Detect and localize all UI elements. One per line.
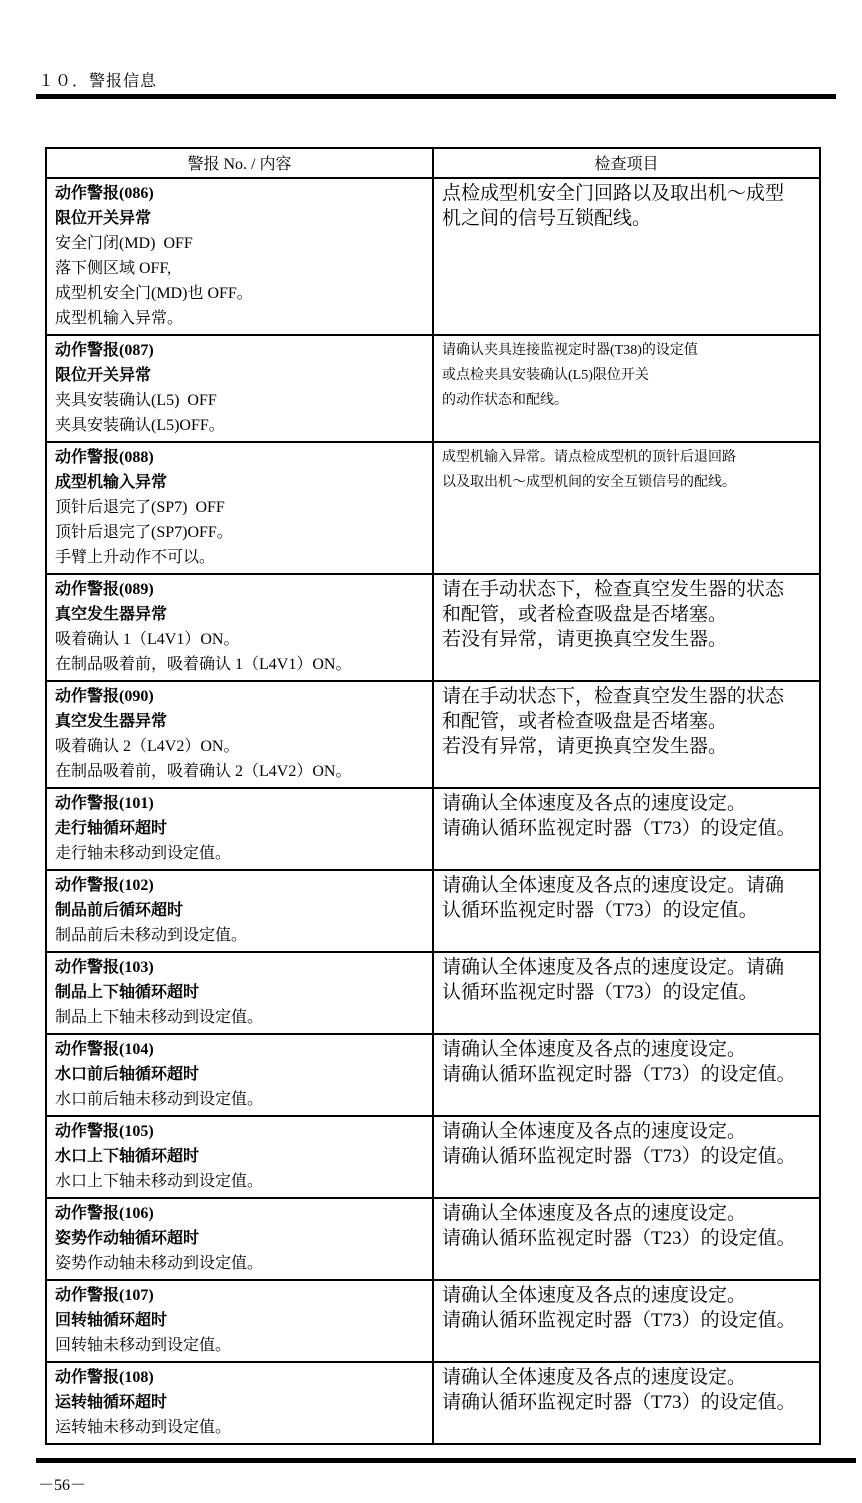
check-line: 机之间的信号互锁配线。: [442, 208, 652, 229]
check-cell: [433, 681, 820, 788]
check-cell: [433, 1034, 820, 1116]
column-header-check: 检查项目: [433, 148, 820, 178]
check-line: 请确认全体速度及各点的速度设定。请确: [442, 875, 785, 896]
alarm-line: 吸着确认 2（L4V2）ON。: [55, 738, 240, 755]
alarm-cell: [46, 1116, 433, 1198]
alarm-line: 制品前后循环超时: [55, 902, 184, 919]
alarm-line: 回转轴循环超时: [55, 1312, 168, 1329]
alarm-line: 动作警报(108): [55, 1369, 154, 1386]
alarm-line: 水口前后轴循环超时: [55, 1066, 200, 1083]
check-line: 请确认全体速度及各点的速度设定。: [442, 1367, 747, 1388]
alarm-line: 手臂上升动作不可以。: [55, 549, 216, 566]
alarm-line: 动作警报(106): [55, 1205, 154, 1222]
alarm-line: 顶针后退完了(SP7)OFF。: [55, 524, 233, 541]
check-line: 请确认全体速度及各点的速度设定。: [442, 1121, 747, 1142]
table-row: [46, 442, 820, 574]
alarm-cell: [46, 870, 433, 952]
table-row: [46, 681, 820, 788]
check-line: 请确认循环监视定时器（T73）的设定值。: [442, 1064, 796, 1085]
alarm-line: 动作警报(101): [55, 795, 154, 812]
check-cell: [433, 178, 820, 335]
table-row: [46, 1280, 820, 1362]
alarm-line: 动作警报(090): [55, 688, 154, 705]
check-line: 和配管，或者检查吸盘是否堵塞。: [442, 604, 728, 625]
alarm-line: 制品上下轴循环超时: [55, 984, 200, 1001]
alarm-line: 姿势作动轴循环超时: [55, 1230, 200, 1247]
alarm-cell: [46, 178, 433, 335]
alarm-line: 动作警报(087): [55, 342, 154, 359]
check-cell: [433, 442, 820, 574]
alarm-line: 制品前后未移动到设定值。: [55, 927, 248, 944]
alarm-cell: [46, 1198, 433, 1280]
check-cell: [433, 870, 820, 952]
alarm-line: 水口前后轴未移动到设定值。: [55, 1091, 264, 1108]
alarm-cell: [46, 1280, 433, 1362]
table-row: [46, 1034, 820, 1116]
check-line: 请确认全体速度及各点的速度设定。: [442, 1285, 747, 1306]
alarm-cell: [46, 952, 433, 1034]
table-row: [46, 870, 820, 952]
table-row: [46, 574, 820, 681]
page-number: －56－: [38, 1477, 87, 1494]
check-line: 以及取出机～成型机间的安全互锁信号的配线。: [442, 475, 736, 490]
table-row: [46, 1198, 820, 1280]
check-line: 认循环监视定时器（T73）的设定值。: [442, 900, 758, 921]
check-line: 请确认循环监视定时器（T73）的设定值。: [442, 1146, 796, 1167]
alarm-line: 水口上下轴未移动到设定值。: [55, 1173, 264, 1190]
alarm-cell: [46, 681, 433, 788]
check-line: 认循环监视定时器（T73）的设定值。: [442, 982, 758, 1003]
check-line: 请确认循环监视定时器（T23）的设定值。: [442, 1228, 796, 1249]
alarm-line: 回转轴未移动到设定值。: [55, 1337, 232, 1354]
table-row: [46, 178, 820, 335]
alarm-line: 在制品吸着前，吸着确认 1（L4V1）ON。: [55, 656, 352, 673]
check-line: 和配管，或者检查吸盘是否堵塞。: [442, 711, 728, 732]
alarm-line: 吸着确认 1（L4V1）ON。: [55, 631, 240, 648]
header-rule: [36, 94, 836, 99]
check-line: 的动作状态和配线。: [442, 393, 568, 408]
check-line: 成型机输入异常。请点检成型机的顶针后退回路: [442, 450, 736, 465]
check-line: 请确认循环监视定时器（T73）的设定值。: [442, 1310, 796, 1331]
check-cell: [433, 1198, 820, 1280]
alarm-line: 运转轴循环超时: [55, 1394, 168, 1411]
check-line: 请确认全体速度及各点的速度设定。请确: [442, 957, 785, 978]
alarm-line: 动作警报(103): [55, 959, 154, 976]
check-cell: [433, 1116, 820, 1198]
alarm-line: 动作警报(104): [55, 1041, 154, 1058]
check-line: 请确认循环监视定时器（T73）的设定值。: [442, 818, 796, 839]
alarm-line: 顶针后退完了(SP7) OFF: [55, 499, 225, 516]
alarm-line: 走行轴未移动到设定值。: [55, 845, 232, 862]
check-line: 请在手动状态下，检查真空发生器的状态: [442, 579, 785, 600]
table-row: [46, 952, 820, 1034]
check-line: 请确认夹具连接监视定时器(T38)的设定值: [442, 343, 698, 358]
check-line: 若没有异常，请更换真空发生器。: [442, 736, 728, 757]
alarm-line: 动作警报(105): [55, 1123, 154, 1140]
alarm-line: 走行轴循环超时: [55, 820, 168, 837]
section-title: １０．警报信息: [38, 73, 158, 90]
alarm-line: 限位开关异常: [55, 210, 152, 227]
alarm-line: 在制品吸着前，吸着确认 2（L4V2）ON。: [55, 763, 352, 780]
alarm-line: 成型机输入异常。: [55, 310, 184, 327]
alarm-line: 动作警报(086): [55, 185, 154, 202]
alarm-line: 真空发生器异常: [55, 606, 168, 623]
alarm-line: 成型机输入异常: [55, 474, 168, 491]
check-cell: [433, 788, 820, 870]
alarm-line: 夹具安装确认(L5) OFF: [55, 392, 217, 409]
alarm-cell: [46, 335, 433, 442]
alarm-cell: [46, 574, 433, 681]
check-cell: [433, 335, 820, 442]
check-line: 若没有异常，请更换真空发生器。: [442, 629, 728, 650]
alarm-cell: [46, 442, 433, 574]
alarm-table-body: [46, 178, 820, 1444]
alarm-line: 动作警报(088): [55, 449, 154, 466]
alarm-line: 动作警报(102): [55, 877, 154, 894]
alarm-cell: [46, 1362, 433, 1444]
check-line: 请在手动状态下，检查真空发生器的状态: [442, 686, 785, 707]
alarm-line: 运转轴未移动到设定值。: [55, 1419, 232, 1436]
table-row: [46, 335, 820, 442]
check-line: 点检成型机安全门回路以及取出机～成型: [442, 183, 785, 204]
column-header-alarm: 警报 No. / 内容: [46, 148, 433, 178]
alarm-line: 夹具安装确认(L5)OFF。: [55, 417, 225, 434]
check-line: 请确认全体速度及各点的速度设定。: [442, 1039, 747, 1060]
alarm-line: 动作警报(107): [55, 1287, 154, 1304]
check-cell: [433, 1280, 820, 1362]
check-cell: [433, 952, 820, 1034]
footer-rule: [36, 1458, 856, 1463]
alarm-line: 制品上下轴未移动到设定值。: [55, 1009, 264, 1026]
alarm-line: 动作警报(089): [55, 581, 154, 598]
alarm-line: 落下侧区域 OFF,: [55, 260, 172, 277]
check-cell: [433, 574, 820, 681]
alarm-line: 水口上下轴循环超时: [55, 1148, 200, 1165]
check-line: 请确认全体速度及各点的速度设定。: [442, 793, 747, 814]
table-row: [46, 1362, 820, 1444]
check-line: 或点检夹具安装确认(L5)限位开关: [442, 368, 649, 383]
check-line: 请确认循环监视定时器（T73）的设定值。: [442, 1392, 796, 1413]
table-row: [46, 788, 820, 870]
alarm-line: 姿势作动轴未移动到设定值。: [55, 1255, 264, 1272]
alarm-cell: [46, 1034, 433, 1116]
table-header-row: [46, 148, 820, 178]
alarm-line: 限位开关异常: [55, 367, 152, 384]
alarm-line: 真空发生器异常: [55, 713, 168, 730]
alarm-table: [45, 147, 821, 1445]
alarm-table-head: [46, 148, 820, 178]
table-row: [46, 1116, 820, 1198]
check-line: 请确认全体速度及各点的速度设定。: [442, 1203, 747, 1224]
alarm-line: 成型机安全门(MD)也 OFF。: [55, 285, 253, 302]
alarm-cell: [46, 788, 433, 870]
check-cell: [433, 1362, 820, 1444]
alarm-line: 安全门闭(MD) OFF: [55, 235, 193, 252]
